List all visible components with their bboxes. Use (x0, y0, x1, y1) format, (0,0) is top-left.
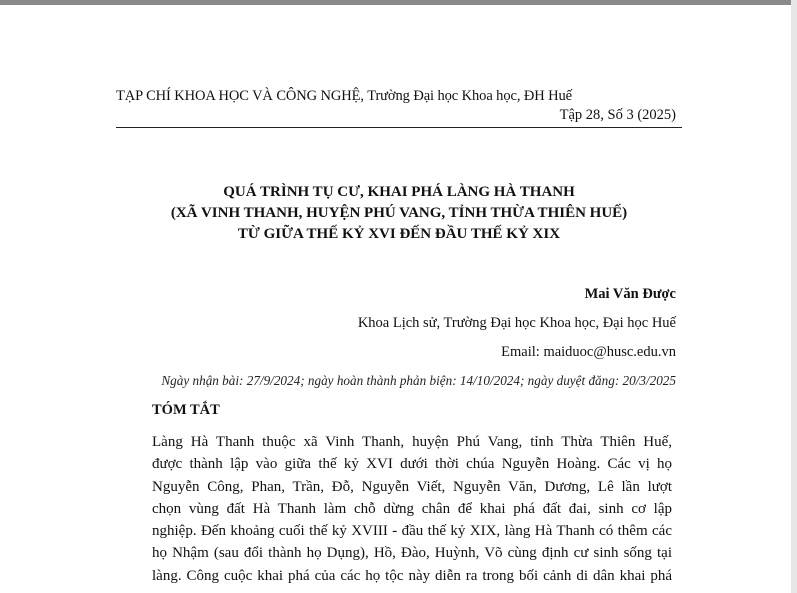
journal-volume: Tập 28, Số 3 (2025) (559, 107, 676, 123)
title-line: (XÃ VINH THANH, HUYỆN PHÚ VANG, TỈNH THỪA THIÊN HUẾ) (170, 205, 628, 221)
article-title (116, 182, 682, 245)
abstract-line: nghiệp. Đến khoảng cuối thế kỷ XVIII - đầu thế kỷ XIX, làng Hà Thanh có thêm các (152, 523, 672, 540)
viewer-scrollbar[interactable] (791, 0, 797, 593)
author-affiliation: Khoa Lịch sử, Trường Đại học Khoa học, Đại học Huế (357, 315, 676, 331)
header-rule (116, 127, 682, 128)
abstract-line: được thành lập vào giữa thế kỷ XVI dưới thời chúa Nguyễn Hoàng. Các vị họ (152, 456, 672, 473)
abstract-line: chọn vùng đất Hà Thanh làm chỗ dừng chân để khai phá đất đai, sinh cơ lập (152, 500, 672, 517)
abstract-line: họ Nhậm (sau đổi thành họ Dụng), Hồ, Đào, Huỳnh, Võ cùng định cư sinh sống tại (152, 545, 672, 562)
author-email: Email: maiduoc@husc.edu.vn (501, 344, 676, 360)
title-line: QUÁ TRÌNH TỤ CƯ, KHAI PHÁ LÀNG HÀ THANH (223, 184, 575, 200)
author-name: Mai Văn Được (584, 286, 676, 302)
top-edge-divider (0, 0, 791, 5)
abstract-line: Làng Hà Thanh thuộc xã Vinh Thanh, huyện Phú Vang, tỉnh Thừa Thiên Huế, (152, 434, 672, 450)
abstract-line: Nguyễn Công, Phan, Trần, Đỗ, Nguyễn Viết, Nguyễn Văn, Dương, Lê lần lượt (152, 478, 672, 495)
title-line: TỪ GIỮA THẾ KỶ XVI ĐẾN ĐẦU THẾ KỶ XIX (237, 226, 561, 242)
abstract-heading: TÓM TẮT (152, 402, 220, 418)
abstract-text (152, 431, 672, 587)
journal-name: TẠP CHÍ KHOA HỌC VÀ CÔNG NGHỆ, Trường Đại học Khoa học, ĐH Huế (116, 88, 572, 104)
abstract-line: làng. Công cuộc khai phá của các họ tộc này diễn ra trong bối cảnh di dân khai phá (152, 567, 672, 584)
submission-dates: Ngày nhận bài: 27/9/2024; ngày hoàn thành phản biện: 14/10/2024; ngày duyệt đăng: 20/3/2025 (161, 373, 676, 388)
